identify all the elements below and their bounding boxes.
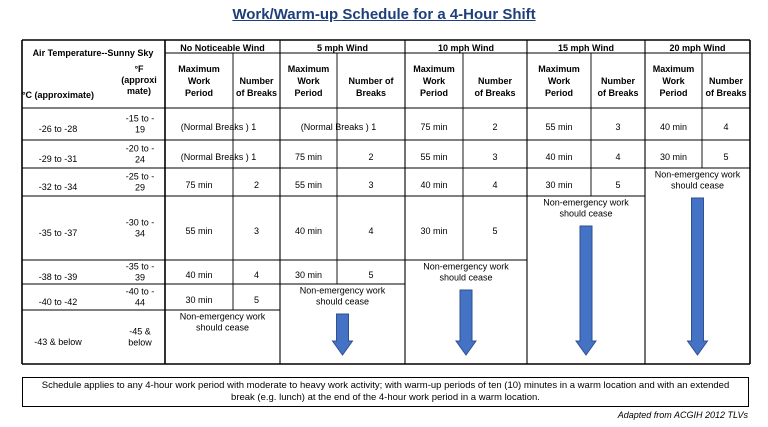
celsius-label: °C (approximate) xyxy=(21,90,95,100)
footnote-box xyxy=(22,377,749,407)
down-arrow-icon xyxy=(456,290,476,355)
number-of-breaks-header-1-line-1: Number xyxy=(239,76,274,86)
cell-2-1-value: (Normal Breaks ) 1 xyxy=(180,152,257,162)
source-note: Adapted from ACGIH 2012 TLVs xyxy=(617,410,748,420)
cease-text-col-3-line-1: Non-emergency work xyxy=(423,261,509,272)
celsius-value-4: -35 to -37 xyxy=(38,228,78,238)
down-arrow-icon xyxy=(576,226,596,355)
down-arrow-icon xyxy=(688,198,708,355)
cell-2-3-breaks: 3 xyxy=(492,152,498,162)
fahrenheit-value-1-line-2: 19 xyxy=(134,124,146,135)
number-of-breaks-header-2-line-2: Breaks xyxy=(355,88,387,98)
cell-4-2-work-period: 40 min xyxy=(294,226,323,236)
max-work-period-header-1-line-3: Period xyxy=(184,88,214,98)
wind-column-header-1: No Noticeable Wind xyxy=(180,43,265,53)
cell-2-3-work-period: 55 min xyxy=(420,152,448,162)
fahrenheit-label-line-3: mate) xyxy=(126,86,152,96)
fahrenheit-value-6-line-1: -40 to - xyxy=(125,286,155,297)
cell-3-4-work-period: 30 min xyxy=(545,180,573,190)
cell-4-1-work-period: 55 min xyxy=(185,226,213,236)
max-work-period-header-2-line-2: Work xyxy=(297,76,320,86)
cell-5-2-breaks: 5 xyxy=(368,270,374,280)
cell-4-2-breaks: 4 xyxy=(368,226,374,236)
max-work-period-header-5-line-2: Work xyxy=(662,76,685,86)
cell-3-2-breaks: 3 xyxy=(368,180,374,190)
down-arrow-icon xyxy=(333,314,353,355)
cell-5-1-breaks: 4 xyxy=(253,270,260,280)
cell-2-5-work-period: 30 min xyxy=(659,152,688,162)
fahrenheit-label-line-2: (approxi xyxy=(121,75,157,85)
cell-1-1-value: (Normal Breaks ) 1 xyxy=(180,122,257,132)
cease-text-col-1-line-2: should cease xyxy=(195,322,250,333)
cease-text-col-5-line-1: Non-emergency work xyxy=(654,169,741,180)
wind-column-header-3: 10 mph Wind xyxy=(438,43,494,53)
max-work-period-header-1-line-2: Work xyxy=(187,76,211,86)
cell-4-3-breaks: 5 xyxy=(492,226,498,236)
number-of-breaks-header-4-line-2: of Breaks xyxy=(597,88,639,98)
cell-1-4-breaks: 3 xyxy=(615,122,621,132)
cell-1-2-value: (Normal Breaks ) 1 xyxy=(300,122,377,132)
max-work-period-header-1-line-1: Maximum xyxy=(178,64,220,74)
fahrenheit-value-3-line-2: 29 xyxy=(134,182,146,193)
fahrenheit-value-2-line-1: -20 to - xyxy=(125,143,155,154)
cease-text-col-2-line-2: should cease xyxy=(315,296,370,307)
number-of-breaks-header-5-line-2: of Breaks xyxy=(705,88,747,98)
max-work-period-header-4-line-2: Work xyxy=(547,76,571,86)
cease-text-col-1-line-1: Non-emergency work xyxy=(179,311,266,322)
cease-text-col-4-line-2: should cease xyxy=(559,208,613,219)
celsius-value-1: -26 to -28 xyxy=(38,124,78,134)
cell-3-1-breaks: 2 xyxy=(253,180,260,190)
fahrenheit-value-5-line-2: 39 xyxy=(134,272,146,283)
page-title: Work/Warm-up Schedule for a 4-Hour Shift xyxy=(232,6,536,23)
cell-3-3-work-period: 40 min xyxy=(420,180,448,190)
fahrenheit-value-7-line-2: below xyxy=(128,337,152,348)
fahrenheit-value-6-line-2: 44 xyxy=(134,297,146,308)
cell-5-1-work-period: 40 min xyxy=(185,270,213,280)
cell-2-2-work-period: 75 min xyxy=(294,152,323,162)
celsius-value-7: -43 & below xyxy=(34,337,82,347)
cell-2-2-breaks: 2 xyxy=(368,152,374,162)
fahrenheit-value-5-line-1: -35 to - xyxy=(125,261,155,272)
number-of-breaks-header-5-line-1: Number xyxy=(708,76,744,86)
max-work-period-header-2-line-3: Period xyxy=(294,88,323,98)
max-work-period-header-3-line-1: Maximum xyxy=(413,64,455,74)
max-work-period-header-4-line-3: Period xyxy=(544,88,574,98)
fahrenheit-value-2-line-2: 24 xyxy=(134,154,146,165)
max-work-period-header-3-line-2: Work xyxy=(422,76,446,86)
cell-1-3-breaks: 2 xyxy=(492,122,498,132)
number-of-breaks-header-3-line-1: Number xyxy=(477,76,513,86)
cease-text-col-5-line-2: should cease xyxy=(670,180,725,191)
fahrenheit-value-4-line-1: -30 to - xyxy=(125,217,155,228)
footnote-line-1: Schedule applies to any 4-hour work period with moderate to heavy work activity; with warm-up periods of ten (10) minutes in a warm location and with an extended xyxy=(41,380,730,391)
footnote-line-2: break (e.g. lunch) at the end of the 4-hour work period in a warm location. xyxy=(231,392,540,403)
fahrenheit-value-4-line-2: 34 xyxy=(134,228,146,239)
cell-3-3-breaks: 4 xyxy=(492,180,498,190)
number-of-breaks-header-4-line-1: Number xyxy=(600,76,636,86)
number-of-breaks-header-3-line-2: of Breaks xyxy=(474,88,516,98)
max-work-period-header-3-line-3: Period xyxy=(419,88,449,98)
fahrenheit-value-1-line-1: -15 to - xyxy=(125,113,155,124)
celsius-value-6: -40 to -42 xyxy=(38,297,78,307)
max-work-period-header-2-line-1: Maximum xyxy=(287,64,330,74)
cell-4-3-work-period: 30 min xyxy=(420,226,448,236)
number-of-breaks-header-1-line-2: of Breaks xyxy=(235,88,278,98)
max-work-period-header-5-line-3: Period xyxy=(659,88,688,98)
wind-column-header-5: 20 mph Wind xyxy=(669,43,726,53)
cell-6-1-work-period: 30 min xyxy=(185,295,213,305)
cell-1-3-work-period: 75 min xyxy=(420,122,448,132)
celsius-value-5: -38 to -39 xyxy=(38,272,78,282)
cease-text-col-2-line-1: Non-emergency work xyxy=(299,285,386,296)
max-work-period-header-4-line-1: Maximum xyxy=(538,64,580,74)
cell-1-5-breaks: 4 xyxy=(723,122,729,132)
cease-text-col-3-line-2: should cease xyxy=(439,272,493,283)
cell-1-4-work-period: 55 min xyxy=(545,122,573,132)
cell-2-4-breaks: 4 xyxy=(615,152,621,162)
celsius-value-3: -32 to -34 xyxy=(38,182,78,192)
cell-6-1-breaks: 5 xyxy=(253,295,260,305)
cell-4-1-breaks: 3 xyxy=(253,226,260,236)
cell-3-1-work-period: 75 min xyxy=(185,180,213,190)
air-temperature-label: Air Temperature--Sunny Sky xyxy=(32,48,154,58)
wind-column-header-2: 5 mph Wind xyxy=(317,43,368,53)
cell-3-2-work-period: 55 min xyxy=(294,180,323,190)
cell-2-4-work-period: 40 min xyxy=(545,152,573,162)
cell-3-4-breaks: 5 xyxy=(615,180,621,190)
wind-column-header-4: 15 mph Wind xyxy=(558,43,614,53)
cell-1-5-work-period: 40 min xyxy=(659,122,688,132)
max-work-period-header-5-line-1: Maximum xyxy=(652,64,695,74)
fahrenheit-value-3-line-1: -25 to - xyxy=(125,171,155,182)
celsius-value-2: -29 to -31 xyxy=(38,154,78,164)
fahrenheit-label-line-1: °F xyxy=(134,64,144,74)
cease-text-col-4-line-1: Non-emergency work xyxy=(543,197,629,208)
number-of-breaks-header-2-line-1: Number of xyxy=(348,76,394,86)
cell-2-5-breaks: 5 xyxy=(723,152,729,162)
fahrenheit-value-7-line-1: -45 & xyxy=(129,326,151,337)
cell-5-2-work-period: 30 min xyxy=(294,270,323,280)
